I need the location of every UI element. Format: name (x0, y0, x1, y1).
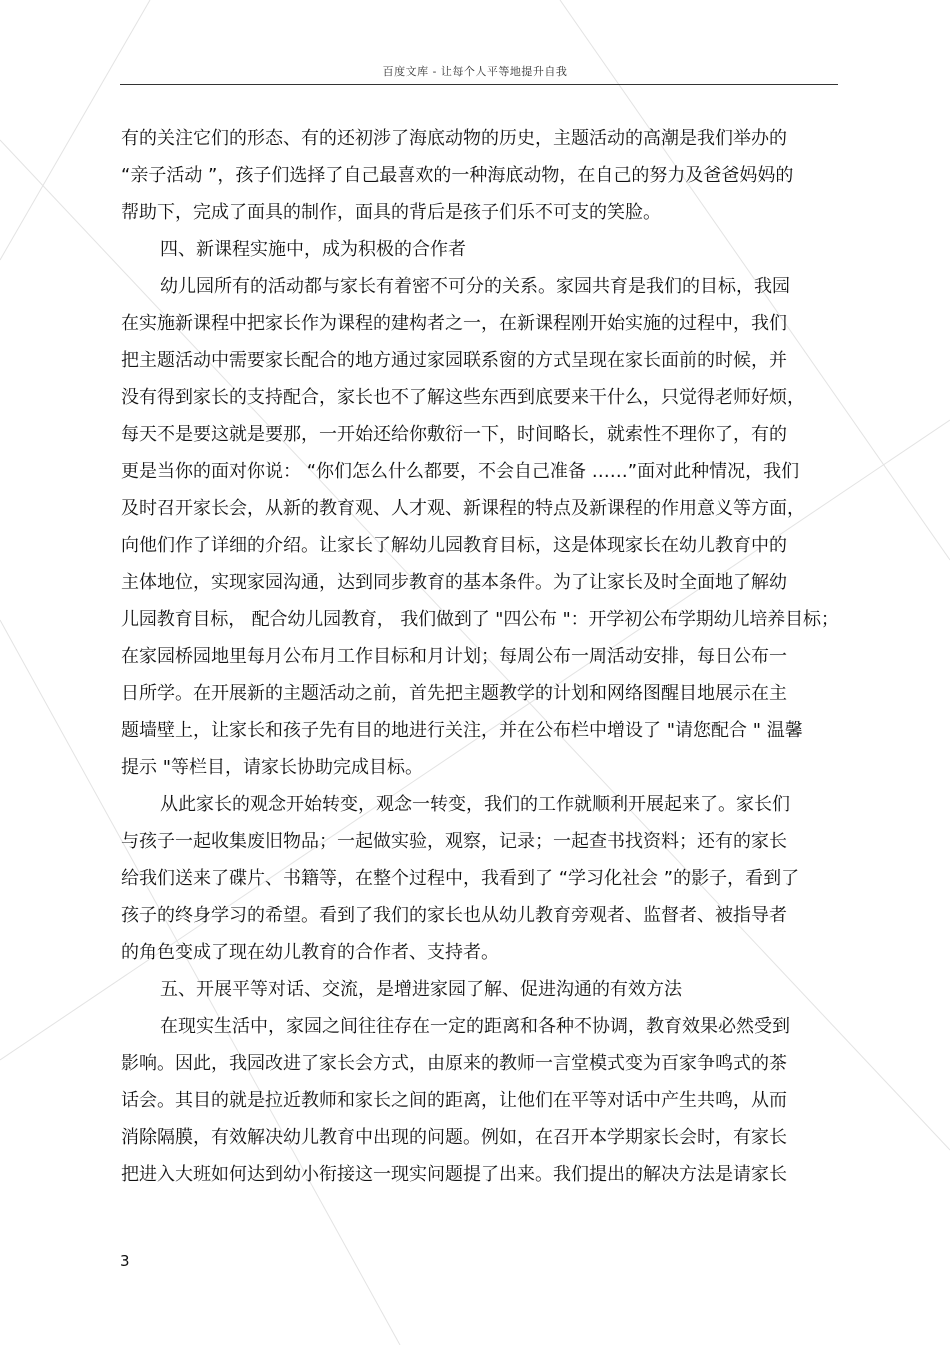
text-line: 在家园桥园地里每月公布月工作目标和月计划；每周公布一周活动安排，每日公布一 (121, 646, 787, 667)
section-heading: 四、新课程实施中，成为积极的合作者 (160, 239, 466, 260)
text-line: 没有得到家长的支持配合，家长也不了解这些东西到底要来干什么，只觉得老师好烦， (121, 387, 805, 408)
text-line: 影响。因此，我园改进了家长会方式，由原来的教师一言堂模式变为百家争鸣式的茶 (121, 1053, 787, 1074)
text-line: 消除隔膜，有效解决幼儿教育中出现的问题。例如，在召开本学期家长会时，有家长 (121, 1127, 787, 1148)
text-line: 话会。其目的就是拉近教师和家长之间的距离，让他们在平等对话中产生共鸣，从而 (121, 1090, 787, 1111)
text-line: 把进入大班如何达到幼小衔接这一现实问题提了出来。我们提出的解决方法是请家长 (121, 1164, 787, 1185)
text-line: 在现实生活中，家园之间往往存在一定的距离和各种不协调，教育效果必然受到 (160, 1016, 790, 1037)
text-line: 幼儿园所有的活动都与家长有着密不可分的关系。家园共育是我们的目标，我园 (160, 276, 790, 297)
text-line: 更是当你的面对你说： “你们怎么什么都要，不会自己准备 ……”面对此种情况，我们 (121, 461, 800, 482)
text-line: “亲子活动 ”，孩子们选择了自己最喜欢的一种海底动物，在自己的努力及爸爸妈妈的 (121, 165, 794, 186)
section-heading: 五、开展平等对话、交流，是增进家园了解、促进沟通的有效方法 (160, 979, 682, 1000)
text-line: 孩子的终身学习的希望。看到了我们的家长也从幼儿教育旁观者、监督者、被指导者 (121, 905, 787, 926)
text-line: 日所学。在开展新的主题活动之前，首先把主题教学的计划和网络图醒目地展示在主 (121, 683, 787, 704)
text-line: 有的关注它们的形态、有的还初涉了海底动物的历史，主题活动的高潮是我们举办的 (121, 128, 787, 149)
text-line: 题墙壁上，让家长和孩子先有目的地进行关注，并在公布栏中增设了 "请您配合 " 温馨 (121, 720, 803, 741)
text-line: 的角色变成了现在幼儿教育的合作者、支持者。 (121, 942, 499, 963)
text-line: 在实施新课程中把家长作为课程的建构者之一，在新课程刚开始实施的过程中，我们 (121, 313, 787, 334)
text-line: 提示 "等栏目，请家长协助完成目标。 (121, 757, 423, 778)
text-line: 从此家长的观念开始转变，观念一转变，我们的工作就顺利开展起来了。家长们 (160, 794, 790, 815)
text-line: 主体地位，实现家园沟通，达到同步教育的基本条件。为了让家长及时全面地了解幼 (121, 572, 787, 593)
text-line: 儿园教育目标， 配合幼儿园教育， 我们做到了 "四公布 "：开学初公布学期幼儿培养目标； (121, 609, 839, 630)
text-line: 及时召开家长会，从新的教育观、人才观、新课程的特点及新课程的作用意义等方面， (121, 498, 805, 519)
text-line: 向他们作了详细的介绍。让家长了解幼儿园教育目标，这是体现家长在幼儿教育中的 (121, 535, 787, 556)
page-header: 百度文库 - 让每个人平等地提升自我 (382, 65, 568, 78)
text-line: 给我们送来了碟片、书籍等，在整个过程中，我看到了 “学习化社会 ”的影子，看到了 (121, 868, 800, 889)
page-number: 3 (120, 1252, 130, 1270)
text-line: 与孩子一起收集废旧物品；一起做实验，观察，记录；一起查书找资料；还有的家长 (121, 831, 787, 852)
text-line: 每天不是要这就是要那，一开始还给你敷衍一下，时间略长，就索性不理你了，有的 (121, 424, 787, 445)
text-line: 把主题活动中需要家长配合的地方通过家园联系窗的方式呈现在家长面前的时候，并 (121, 350, 787, 371)
text-line: 帮助下，完成了面具的制作，面具的背后是孩子们乐不可支的笑脸。 (121, 202, 661, 223)
header-divider (120, 84, 838, 85)
